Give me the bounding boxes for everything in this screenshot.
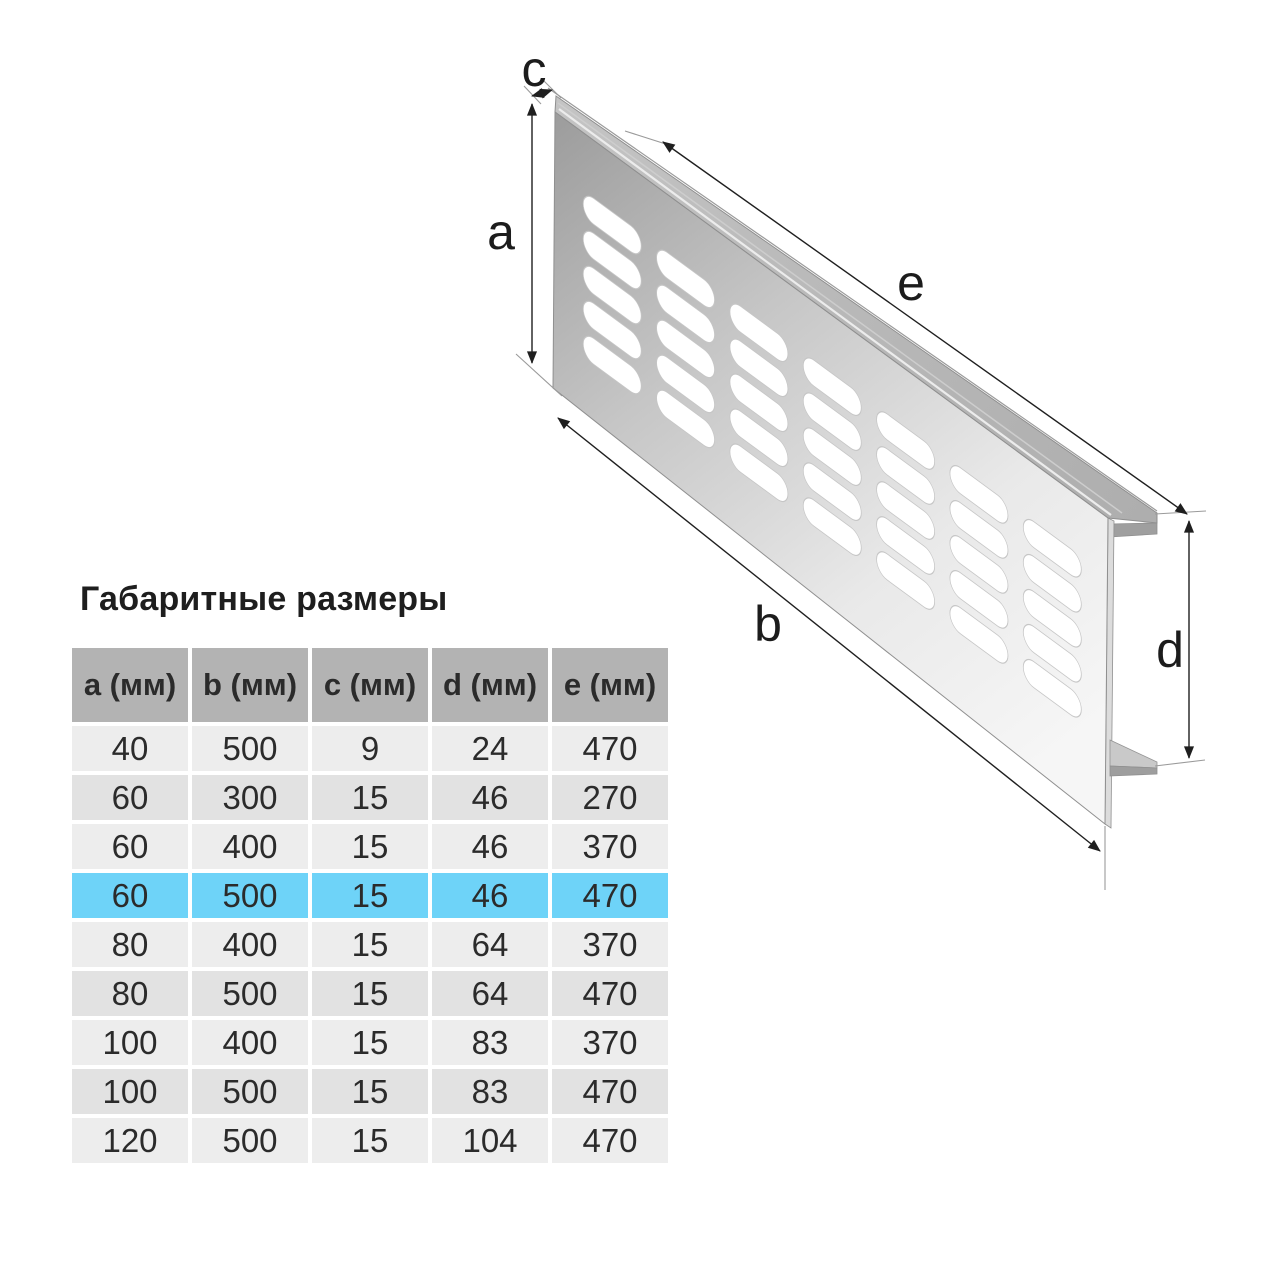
table-cell: 15 xyxy=(312,922,428,967)
dim-label-b: b xyxy=(754,596,782,652)
table-cell: 470 xyxy=(552,873,668,918)
table-cell: 370 xyxy=(552,824,668,869)
dim-label-c: c xyxy=(521,41,547,97)
table-cell: 470 xyxy=(552,1069,668,1114)
table-header-cell: d (мм) xyxy=(432,648,548,722)
table-cell: 470 xyxy=(552,1118,668,1163)
table-cell: 500 xyxy=(192,726,308,771)
table-cell: 80 xyxy=(72,922,188,967)
table-cell: 100 xyxy=(72,1020,188,1065)
table-cell: 500 xyxy=(192,1069,308,1114)
table-cell: 46 xyxy=(432,775,548,820)
table-cell: 500 xyxy=(192,971,308,1016)
table-cell: 500 xyxy=(192,1118,308,1163)
top-fold-lip xyxy=(1110,523,1157,537)
table-cell: 400 xyxy=(192,824,308,869)
table-cell: 100 xyxy=(72,1069,188,1114)
table-cell: 60 xyxy=(72,824,188,869)
table-cell: 40 xyxy=(72,726,188,771)
table-cell: 400 xyxy=(192,922,308,967)
table-cell: 15 xyxy=(312,1118,428,1163)
table-cell: 60 xyxy=(72,873,188,918)
table-cell: 83 xyxy=(432,1020,548,1065)
table-header-cell: b (мм) xyxy=(192,648,308,722)
table-cell: 24 xyxy=(432,726,548,771)
table-cell: 46 xyxy=(432,824,548,869)
table-header-cell: e (мм) xyxy=(552,648,668,722)
table-cell: 15 xyxy=(312,1069,428,1114)
table-cell: 64 xyxy=(432,971,548,1016)
table-cell: 470 xyxy=(552,971,668,1016)
table-cell: 15 xyxy=(312,824,428,869)
flange-bottom xyxy=(1110,740,1157,776)
table-cell: 470 xyxy=(552,726,668,771)
table-cell: 500 xyxy=(192,873,308,918)
table-cell: 370 xyxy=(552,1020,668,1065)
table-cell: 9 xyxy=(312,726,428,771)
page-title: Габаритные размеры xyxy=(80,580,448,618)
table-cell: 64 xyxy=(432,922,548,967)
table-cell: 370 xyxy=(552,922,668,967)
table-cell: 300 xyxy=(192,775,308,820)
table-cell: 15 xyxy=(312,1020,428,1065)
dim-label-a: a xyxy=(487,204,515,260)
table-cell: 46 xyxy=(432,873,548,918)
table-cell: 400 xyxy=(192,1020,308,1065)
table-cell: 60 xyxy=(72,775,188,820)
dim-label-d: d xyxy=(1156,622,1184,678)
dim-label-e: e xyxy=(897,255,925,311)
dimensions-table xyxy=(72,648,668,1163)
table-cell: 15 xyxy=(312,971,428,1016)
table-cell: 270 xyxy=(552,775,668,820)
table-cell: 15 xyxy=(312,873,428,918)
table-cell: 83 xyxy=(432,1069,548,1114)
table-cell: 104 xyxy=(432,1118,548,1163)
table-cell: 80 xyxy=(72,971,188,1016)
table-header-cell: c (мм) xyxy=(312,648,428,722)
table-cell: 120 xyxy=(72,1118,188,1163)
table-cell: 15 xyxy=(312,775,428,820)
table-header-cell: a (мм) xyxy=(72,648,188,722)
